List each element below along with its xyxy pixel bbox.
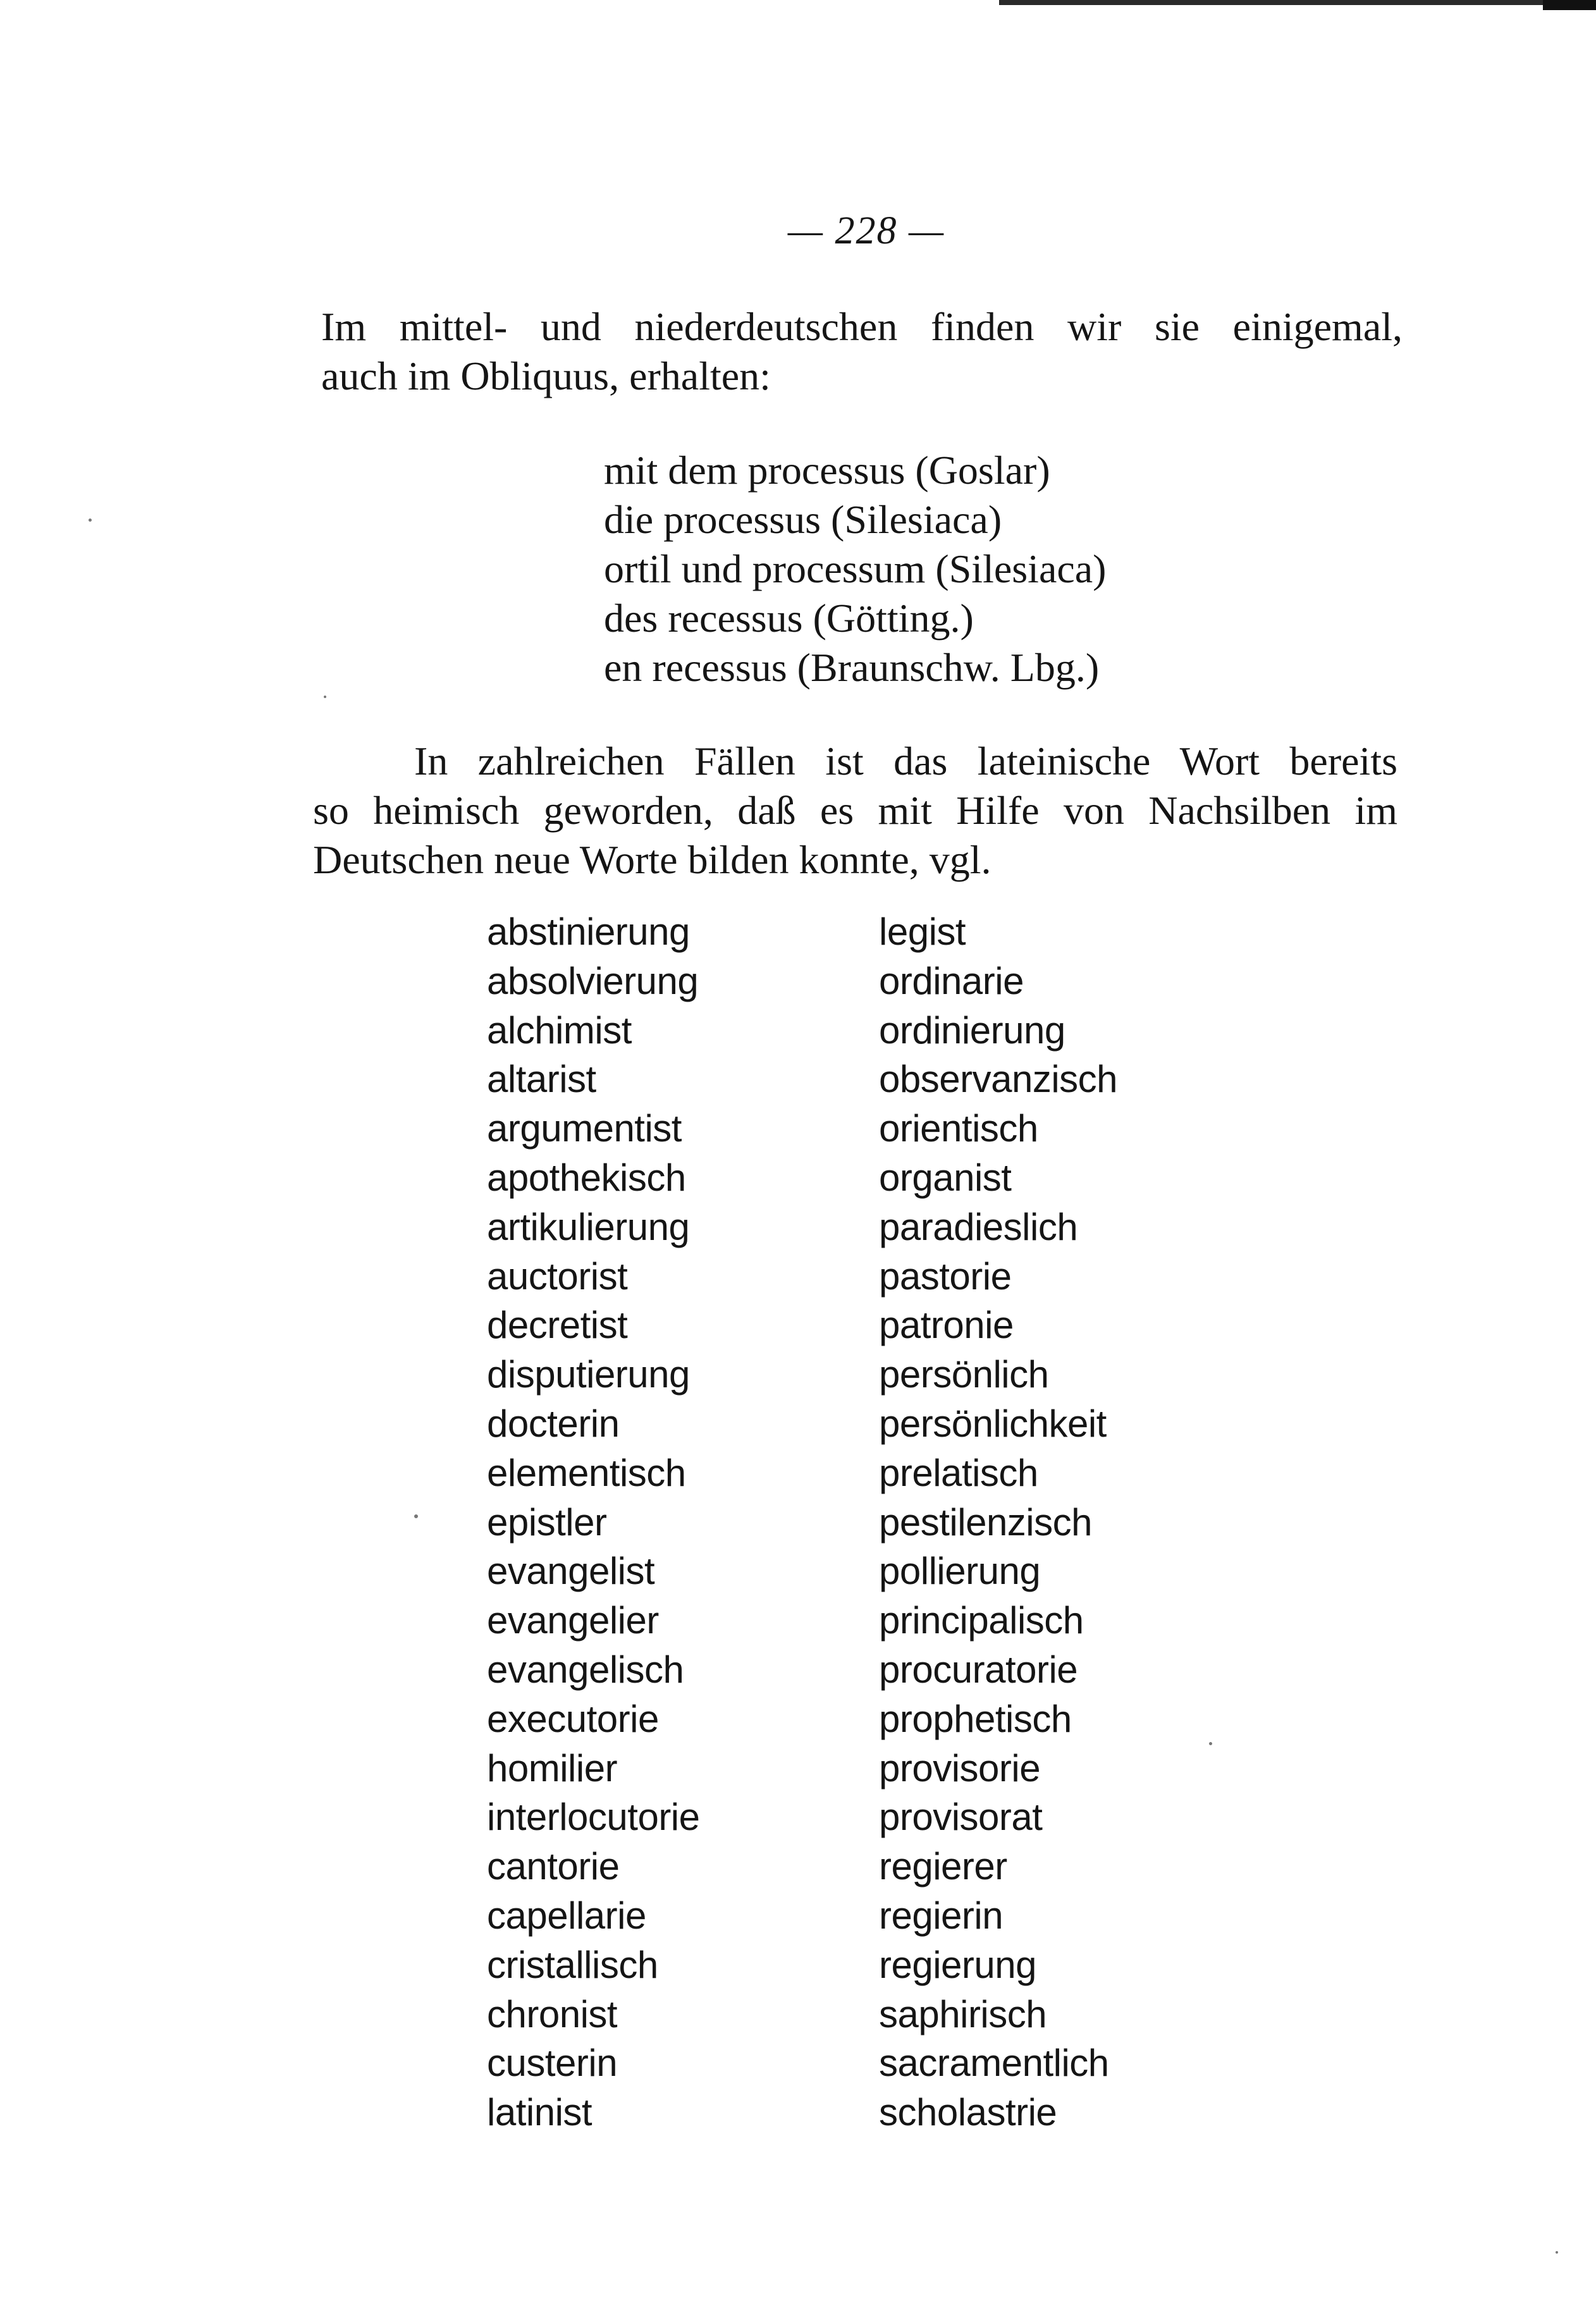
second-paragraph bbox=[313, 737, 1397, 885]
word-list-item: abstinierung bbox=[487, 911, 690, 953]
example-line: ortil und processum (Silesiaca) bbox=[604, 546, 1107, 591]
word-list-item: alchimist bbox=[487, 1009, 632, 1052]
scan-speck bbox=[89, 519, 92, 522]
example-line: des recessus (Götting.) bbox=[604, 596, 974, 641]
word-list-item: persönlichkeit bbox=[879, 1402, 1107, 1445]
word-list-item: prelatisch bbox=[879, 1451, 1038, 1494]
word-list-left-column bbox=[487, 907, 841, 2137]
word-list-item: organist bbox=[879, 1156, 1012, 1199]
scan-speck bbox=[1556, 2251, 1558, 2254]
paragraph-line: In zahlreichen Fällen ist das lateinische Wort bereits bbox=[414, 739, 1397, 783]
word-list-item: altarist bbox=[487, 1058, 596, 1101]
word-list-item: orientisch bbox=[879, 1107, 1038, 1150]
word-list-item: artikulierung bbox=[487, 1205, 690, 1248]
word-list-item: ordinarie bbox=[879, 959, 1024, 1002]
word-list-item: pastorie bbox=[879, 1255, 1012, 1298]
word-list-item: pestilenzisch bbox=[879, 1501, 1093, 1544]
word-list-item: paradieslich bbox=[879, 1205, 1078, 1248]
word-list-item: saphirisch bbox=[879, 1992, 1047, 2035]
paragraph-line: so heimisch geworden, daß es mit Hilfe von Nachsilben im bbox=[313, 788, 1397, 833]
word-list-item: ordinierung bbox=[879, 1009, 1065, 1052]
word-list-item: pollierung bbox=[879, 1550, 1041, 1593]
word-list-item: auctorist bbox=[487, 1255, 628, 1298]
scan-edge-rule bbox=[999, 0, 1596, 5]
example-line: mit dem processus (Goslar) bbox=[604, 448, 1050, 493]
word-list-item: scholastrie bbox=[879, 2091, 1057, 2134]
word-list-item: procuratorie bbox=[879, 1648, 1078, 1691]
word-list-item: latinist bbox=[487, 2091, 592, 2134]
page-number: — 228 — bbox=[787, 209, 945, 252]
word-list-item: evangelier bbox=[487, 1599, 659, 1642]
scan-edge-mark bbox=[1543, 0, 1596, 10]
word-list-item: disputierung bbox=[487, 1353, 690, 1396]
word-list-item: patronie bbox=[879, 1304, 1014, 1347]
example-line: en recessus (Braunschw. Lbg.) bbox=[604, 645, 1100, 690]
word-list-item: legist bbox=[879, 911, 966, 953]
scan-speck bbox=[1209, 1742, 1212, 1745]
word-list-item: absolvierung bbox=[487, 959, 699, 1002]
word-list-item: prophetisch bbox=[879, 1697, 1072, 1740]
word-list-item: apothekisch bbox=[487, 1156, 686, 1199]
word-list-item: provisorat bbox=[879, 1796, 1043, 1839]
example-line: die processus (Silesiaca) bbox=[604, 497, 1002, 542]
paragraph-line: auch im Obliquus, erhalten: bbox=[321, 353, 771, 398]
word-list-item: decretist bbox=[487, 1304, 628, 1347]
word-list-item: interlocutorie bbox=[487, 1796, 700, 1839]
word-list-item: evangelist bbox=[487, 1550, 655, 1593]
scan-speck bbox=[414, 1514, 418, 1518]
word-list-item: custerin bbox=[487, 2042, 618, 2085]
word-list-item: regierer bbox=[879, 1845, 1007, 1888]
word-list-item: elementisch bbox=[487, 1451, 686, 1494]
word-list-item: persönlich bbox=[879, 1353, 1049, 1396]
word-list-item: chronist bbox=[487, 1992, 618, 2035]
word-list-item: docterin bbox=[487, 1402, 620, 1445]
word-list-right-column bbox=[879, 907, 1233, 2137]
intro-paragraph bbox=[321, 302, 1403, 401]
scan-speck bbox=[324, 696, 326, 698]
example-citations bbox=[604, 446, 1236, 692]
word-list-item: regierin bbox=[879, 1894, 1004, 1937]
word-list-item: observanzisch bbox=[879, 1058, 1118, 1101]
word-list-item: cantorie bbox=[487, 1845, 620, 1888]
word-list-item: provisorie bbox=[879, 1746, 1041, 1789]
word-list-item: regierung bbox=[879, 1943, 1037, 1986]
paragraph-line: Deutschen neue Worte bilden konnte, vgl. bbox=[313, 837, 991, 882]
word-list-item: executorie bbox=[487, 1697, 659, 1740]
word-list-item: evangelisch bbox=[487, 1648, 684, 1691]
paragraph-line: Im mittel- und niederdeutschen finden wir sie einigemal, bbox=[321, 304, 1403, 349]
word-list-item: capellarie bbox=[487, 1894, 646, 1937]
word-list-item: homilier bbox=[487, 1746, 618, 1789]
word-list-item: principalisch bbox=[879, 1599, 1084, 1642]
word-list-item: epistler bbox=[487, 1501, 607, 1544]
word-list-item: cristallisch bbox=[487, 1943, 658, 1986]
word-list-item: sacramentlich bbox=[879, 2042, 1109, 2085]
word-list-item: argumentist bbox=[487, 1107, 682, 1150]
